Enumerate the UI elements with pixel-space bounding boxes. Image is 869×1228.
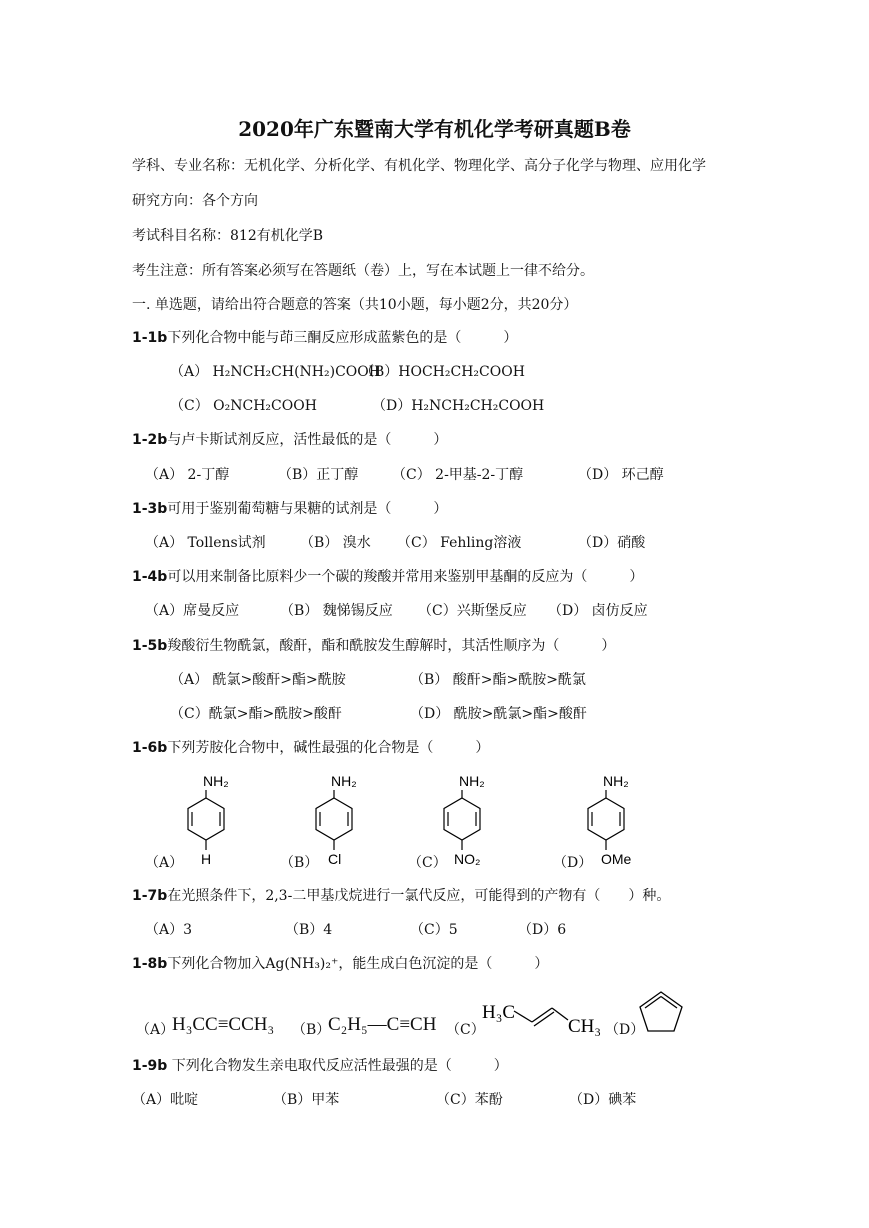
option-d: （D）6 (518, 922, 567, 938)
bottom-substituent-label: OMe (601, 851, 632, 867)
option-b: （B）正丁醇 (278, 467, 359, 483)
bottom-substituent-label: Cl (328, 851, 342, 867)
option-c: （C）兴斯堡反应 (418, 603, 527, 619)
question-4 (132, 568, 643, 586)
option-b-label: （B） (280, 855, 319, 871)
option-a: （A） 2-丁醇 (145, 467, 230, 483)
option-a: （A）3 (145, 922, 193, 938)
section-heading: 一. 单选题，请给出符合题意的答案（共10小题，每小题2分，共20分） (132, 297, 578, 313)
page-title: 2020年广东暨南大学有机化学考研真题B卷 (238, 117, 631, 141)
aniline-structure-d (584, 770, 674, 870)
aniline-structure-b (306, 770, 396, 870)
question-number: 1-1b (132, 330, 168, 346)
question-stem: 与卢卡斯试剂反应，活性最低的是（ ） (167, 432, 448, 448)
direction-line: 研究方向：各个方向 (132, 193, 258, 209)
option-c: （C） 2-甲基-2-丁醇 (392, 467, 524, 483)
cyclopentadiene-structure (636, 988, 688, 1038)
option-a: （A） 酰氯>酸酐>酯>酰胺 (170, 672, 346, 688)
option-b: （B）HOCH₂CH₂COOH (360, 364, 525, 380)
question-number: 1-5b (132, 638, 168, 654)
option-b-label: （B） (292, 1022, 331, 1038)
subject-line: 考试科目名称：812有机化学B (132, 228, 324, 244)
question-9 (132, 1057, 508, 1075)
question-6 (132, 739, 489, 757)
question-5 (132, 637, 615, 655)
trans-2-butene-structure (480, 996, 605, 1036)
option-c: （C） O₂NCH₂COOH (170, 398, 317, 414)
formula-2-butyne: H₃CC≡CCH₃ (172, 1014, 275, 1035)
option-d-label: （D） (553, 855, 593, 871)
question-number: 1-4b (132, 569, 168, 585)
aniline-structure-a (170, 770, 260, 870)
question-7 (132, 887, 670, 905)
option-a: （A） H₂NCH₂CH(NH₂)COOH (170, 364, 381, 380)
option-c: （C）5 (410, 922, 458, 938)
major-line: 学科、专业名称：无机化学、分析化学、有机化学、物理化学、高分子化学与物理、应用化学 (132, 158, 706, 174)
question-number: 1-8b (132, 956, 168, 972)
notice-line: 考生注意：所有答案必须写在答题纸（卷）上，写在本试题上一律不给分。 (132, 263, 594, 279)
option-d-label: （D） (605, 1022, 645, 1038)
question-stem: 可以用来制备比原料少一个碳的羧酸并常用来鉴别甲基酮的反应为（ ） (167, 569, 644, 585)
top-substituent-label: NH₂ (203, 773, 229, 789)
aniline-structure-c (440, 770, 530, 870)
option-c: （C） Fehling溶液 (397, 535, 522, 551)
option-d: （D）H₂NCH₂CH₂COOH (372, 398, 545, 414)
question-number: 1-6b (132, 740, 168, 756)
question-number: 1-7b (132, 888, 168, 904)
option-d: （D）碘苯 (569, 1092, 637, 1108)
option-c-label: （C） (446, 1022, 485, 1038)
question-stem: 下列化合物加入Ag(NH₃)₂⁺，能生成白色沉淀的是（ ） (167, 956, 549, 972)
left-methyl-label: H₃C (482, 1002, 516, 1023)
option-a: （A）席曼反应 (145, 603, 240, 619)
question-2 (132, 431, 447, 449)
option-b: （B）4 (285, 922, 333, 938)
option-d: （D） 环己醇 (578, 467, 664, 483)
question-stem: 下列化合物中能与茚三酮反应形成蓝紫色的是（ ） (167, 330, 518, 346)
option-a-label: （A） (145, 855, 184, 871)
right-methyl-label: CH₃ (568, 1016, 602, 1037)
option-b: （B）甲苯 (273, 1092, 340, 1108)
option-b: （B） 酸酐>酯>酰胺>酰氯 (410, 672, 586, 688)
question-8 (132, 955, 548, 973)
bottom-substituent-label: NO₂ (454, 851, 481, 867)
top-substituent-label: NH₂ (331, 773, 357, 789)
bottom-substituent-label: H (201, 851, 212, 867)
option-d: （D） 酰胺>酰氯>酯>酸酐 (410, 706, 587, 722)
option-a: （A）吡啶 (132, 1092, 199, 1108)
question-stem: 在光照条件下，2,3-二甲基戊烷进行一氯代反应，可能得到的产物有（ ）种。 (167, 888, 671, 904)
formula-1-butyne: C₂H₅—C≡CH (328, 1014, 437, 1035)
option-d: （D） 卤仿反应 (548, 603, 648, 619)
top-substituent-label: NH₂ (603, 773, 629, 789)
option-b: （B） 魏悌锡反应 (280, 603, 393, 619)
question-3 (132, 500, 447, 518)
question-number: 1-9b (132, 1058, 168, 1074)
question-stem: 下列化合物发生亲电取代反应活性最强的是（ ） (167, 1058, 508, 1074)
option-c-label: （C） (408, 855, 447, 871)
option-b: （B） 溴水 (300, 535, 371, 551)
question-number: 1-2b (132, 432, 168, 448)
question-stem: 可用于鉴别葡萄糖与果糖的试剂是（ ） (167, 501, 448, 517)
top-substituent-label: NH₂ (459, 773, 485, 789)
option-c: （C）苯酚 (436, 1092, 503, 1108)
option-c: （C）酰氯>酯>酰胺>酸酐 (170, 706, 342, 722)
question-number: 1-3b (132, 501, 168, 517)
question-1 (132, 329, 517, 347)
question-stem: 羧酸衍生物酰氯，酸酐，酯和酰胺发生醇解时，其活性顺序为（ ） (167, 638, 616, 654)
option-d: （D）硝酸 (578, 535, 646, 551)
question-stem: 下列芳胺化合物中，碱性最强的化合物是（ ） (167, 740, 490, 756)
option-a: （A） Tollens试剂 (145, 535, 266, 551)
option-a-label: （A） (136, 1022, 175, 1038)
